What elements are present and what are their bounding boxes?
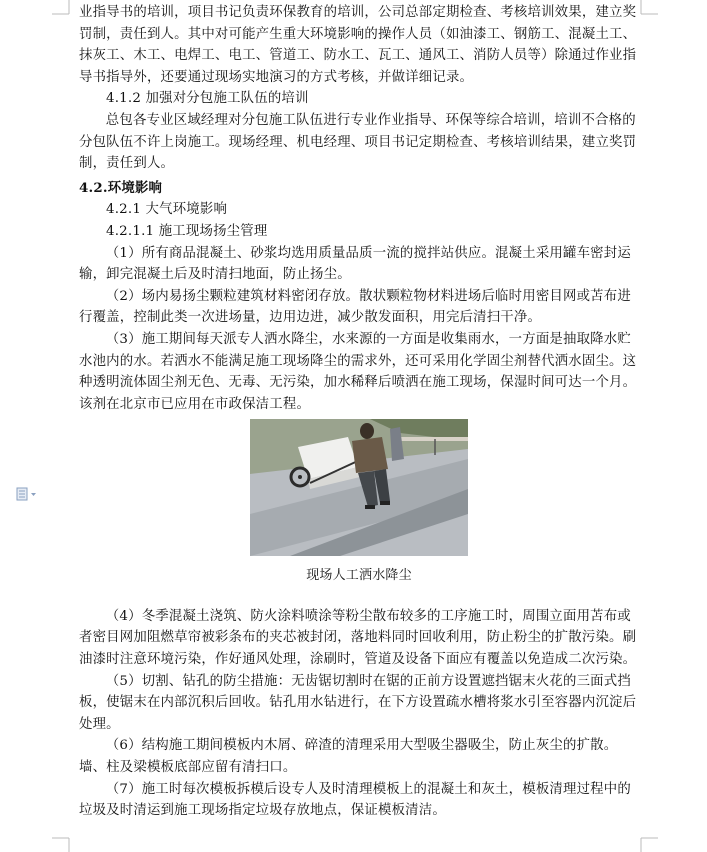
list-item-3: （3）施工期间每天派专人洒水降尘，水来源的一方面是收集雨水，一方面是抽取降水贮水池内的水。若洒水不能满足施工现场降尘的需求外，还可采用化学固尘剂替代洒水固尘。这种透明流体固尘剂无色、无毒、无污染，加水稀释后喷洒在施工现场，保湿时间可达一个月。该剂在北京市已应用在市政保洁工程。	[79, 331, 637, 412]
crop-mark-top-right	[640, 0, 658, 18]
paragraph-subcontractor-training: 总包各专业区域经理对分包施工队伍进行专业作业指导、环保等综合培训，培训不合格的分包队伍不许上岗施工。现场经理、机电经理、项目书记定期检查、考核培训结果，建立奖罚制，责任到人。	[79, 112, 637, 172]
crop-mark-bottom-right	[640, 834, 658, 852]
heading-4-1-2: 4.1.2 加强对分包施工队伍的培训	[106, 91, 309, 107]
list-item-1: （1）所有商品混凝土、砂浆均选用质量品质一流的搅拌站供应。混凝土采用罐车密封运输，卸完混凝土后及时清扫地面，防止扬尘。	[79, 245, 631, 283]
heading-4-2: 4.2.环境影响	[79, 179, 163, 196]
list-item-6: （6）结构施工期间模板内木屑、碎渣的清理采用大型吸尘器吸尘，防止灰尘的扩散。墙、柱及梁模板底部应留有清扫口。	[79, 738, 618, 776]
heading-4-2-1-1: 4.2.1.1 施工现场扬尘管理	[106, 223, 268, 239]
list-item-7: （7）施工时每次模板拆模后设专人及时清理模板上的混凝土和灰土，模板清理过程中的垃圾及时清运到施工现场指定垃圾存放地点，保证模板清洁。	[79, 781, 631, 819]
watering-photo	[250, 419, 468, 556]
heading-4-2-1: 4.2.1 大气环境影响	[106, 202, 228, 218]
watering-photo-drawing	[250, 419, 468, 556]
crop-mark-top-left	[52, 0, 70, 18]
paragraph-training: 业指导书的培训，项目书记负责环保教育的培训，公司总部定期检查、考核培训效果，建立奖罚制，责任到人。其中对可能产生重大环境影响的操作人员（如油漆工、钢筋工、混凝土工、抹灰工、木工、电焊工、电工、管道工、防水工、瓦工、通风工、消防人员等）除通过作业指导书指导外，还要通过现场实地演习的方式考核，并做详细记录。	[79, 5, 637, 85]
figure-caption: 现场人工洒水降尘	[306, 568, 412, 584]
document-body	[79, 2, 639, 822]
list-item-4: （4）冬季混凝土浇筑、防火涂料喷涂等粉尘散布较多的工序施工时，周围立面用苫布或者密目网加阻燃草帘被彩条布的夹芯被封闭，落地料同时回收利用，防止粉尘的扩散污染。刷油漆时注意环境污染，作好通风处理，涂刷时，管道及设备下面应有覆盖以免造成二次污染。	[79, 608, 637, 668]
list-item-2: （2）场内易扬尘颗粒建筑材料密闭存放。散状颗粒物材料进场后临时用密目网或苫布进行覆盖，控制此类一次进场量，边用边进，减少散发面积，用完后清扫干净。	[79, 288, 631, 326]
figure	[79, 419, 639, 587]
list-item-5: （5）切割、钻孔的防尘措施：无齿锯切割时在锯的正前方设置遮挡锯末火花的三面式挡板，使锯末在内部沉积后回收。钻孔用水钻进行，在下方设置疏水槽将浆水引至容器内沉淀后处理。	[79, 673, 637, 732]
crop-mark-bottom-left	[52, 834, 70, 852]
document-icon[interactable]	[16, 486, 38, 500]
